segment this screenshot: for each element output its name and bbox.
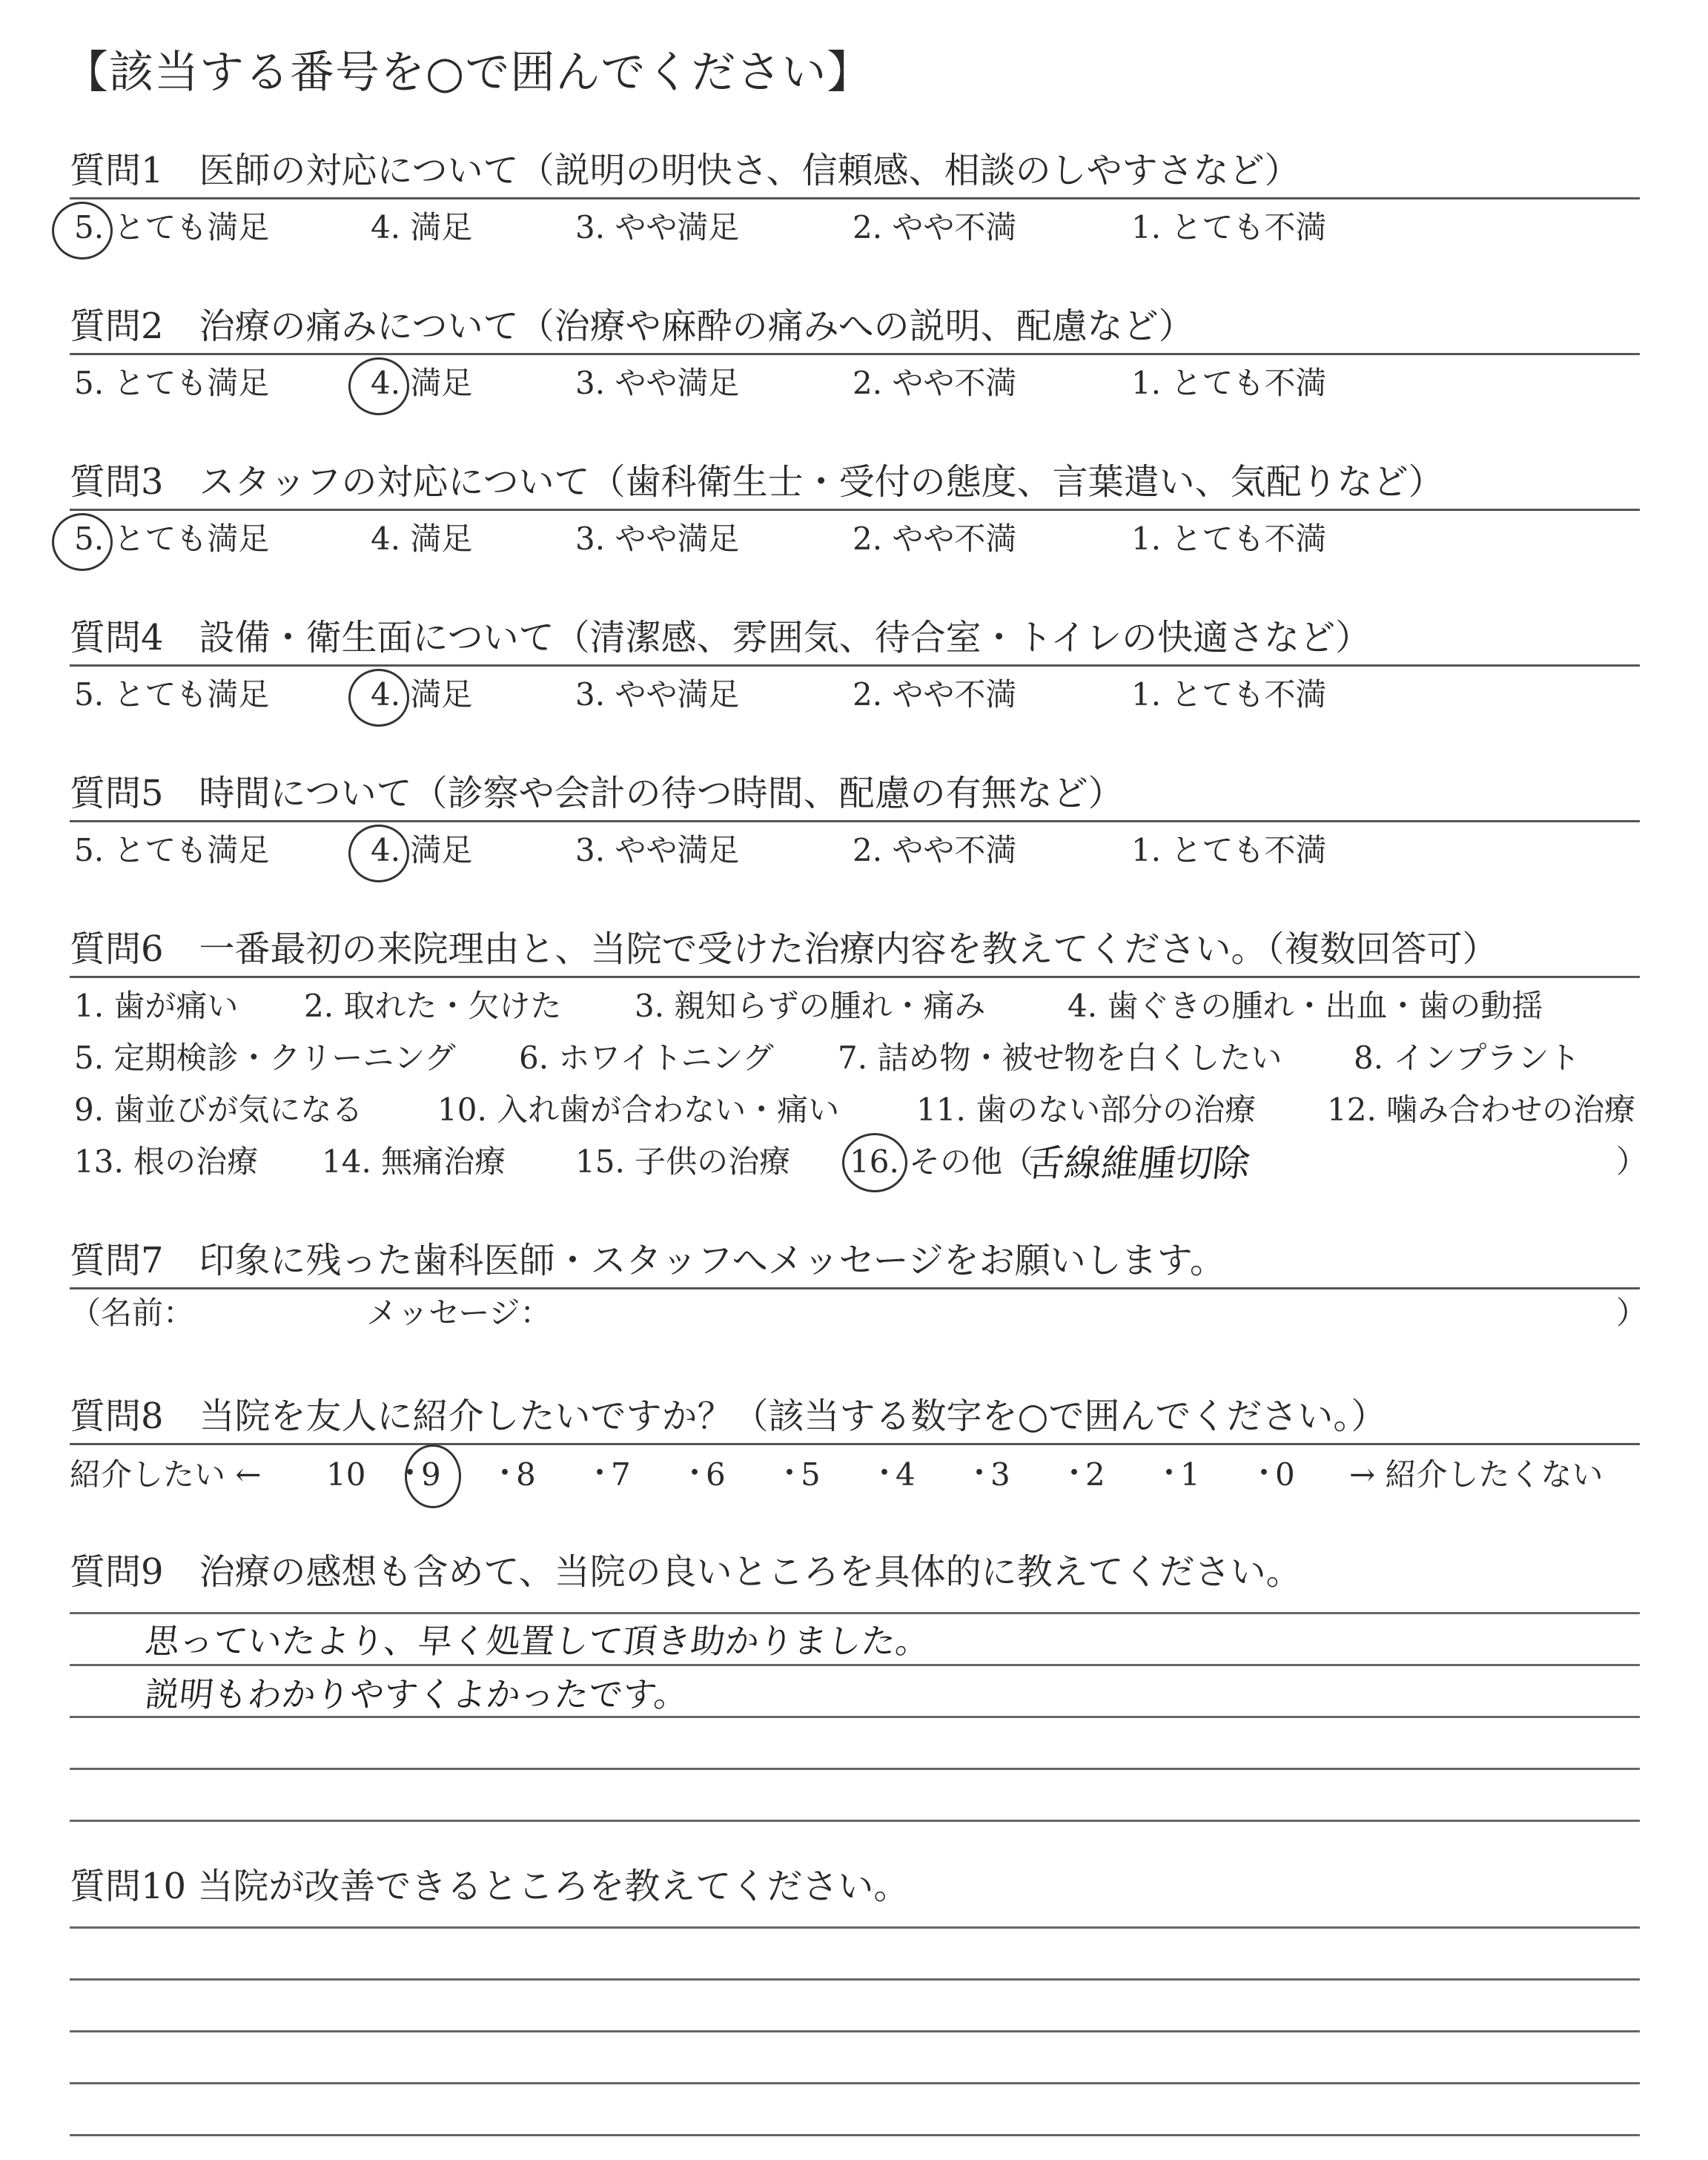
q5-selected-circle: [348, 825, 409, 882]
q8-separator: ・: [584, 1455, 616, 1491]
q6-option: 2. 取れた・欠けた: [304, 988, 562, 1024]
q7-rule: [70, 1287, 1640, 1289]
q1-option: 2. やや不満: [853, 209, 1017, 245]
q9-title: 質問9 治療の感想も含めて、当院の良いところを具体的に教えてください。: [70, 1551, 1302, 1593]
q5-rule: [70, 820, 1640, 822]
q8-scale-value: 0: [1275, 1456, 1295, 1493]
q10-line-5: [70, 2134, 1640, 2136]
q8-scale-value: 10: [326, 1456, 366, 1493]
q6-option: 3. 親知らずの腫れ・痛み: [635, 988, 986, 1024]
q8-title: 質問8 当院を友人に紹介したいですか？（該当する数字を○で囲んでください。）: [70, 1396, 1387, 1437]
q6-option: 1. 歯が痛い: [74, 988, 239, 1024]
q4-title: 質問4 設備・衛生面について（清潔感、雰囲気、待合室・トイレの快適さなど）: [70, 617, 1371, 658]
q8-scale-value: 9: [421, 1456, 441, 1493]
q4-option: 4. 満足: [371, 676, 473, 713]
q3-title: 質問3 スタッフの対応について（歯科衛生士・受付の態度、言葉遣い、気配りなど）: [70, 461, 1444, 503]
q8-scale-value: 1: [1180, 1456, 1200, 1493]
q6-other-handwritten: 舌線維腫切除: [1025, 1142, 1253, 1185]
q1-selected-circle: [52, 202, 113, 260]
q9-line-3: [70, 1716, 1640, 1718]
q6-option: 6. ホワイトニング: [519, 1040, 774, 1076]
q6-option: 12. 噛み合わせの治療: [1327, 1091, 1636, 1128]
q3-option: 3. やや満足: [575, 521, 740, 557]
q1-option: 3. やや満足: [575, 209, 740, 245]
q1-option: 4. 満足: [371, 209, 473, 245]
q8-separator: ・: [1153, 1455, 1185, 1491]
q10-line-1: [70, 1926, 1640, 1929]
q5-option: 2. やや不満: [853, 832, 1017, 868]
q9-answer-line-2: 説明もわかりやすくよかったです。: [143, 1674, 691, 1714]
q7-name-label: （名前：: [70, 1295, 195, 1331]
q2-option: 4. 満足: [371, 365, 473, 401]
q6-option: 10. 入れ歯が合わない・痛い: [437, 1091, 840, 1128]
q7-title: 質問7 印象に残った歯科医師・スタッフへメッセージをお願いします。: [70, 1240, 1225, 1281]
q8-separator: ・: [964, 1455, 996, 1491]
q8-scale-value: 7: [611, 1456, 631, 1493]
q8-selected-circle: [405, 1444, 461, 1508]
q2-option: 3. やや満足: [575, 365, 740, 401]
q6-selected-circle: [842, 1133, 907, 1192]
q3-option: 5. とても満足: [74, 521, 270, 557]
q1-title: 質問1 医師の対応について（説明の明快さ、信頼感、相談のしやすさなど）: [70, 150, 1300, 191]
q5-option: 3. やや満足: [575, 832, 740, 868]
q6-option: 14. 無痛治療: [322, 1143, 506, 1180]
q5-title: 質問5 時間について（診察や会計の待つ時間、配慮の有無など）: [70, 773, 1124, 814]
q6-rule: [70, 976, 1640, 978]
q8-left-label: 紹介したい ←: [70, 1456, 262, 1493]
q6-option: 15. 子供の治療: [575, 1143, 791, 1180]
q4-option: 5. とても満足: [74, 676, 270, 713]
q9-line-4: [70, 1768, 1640, 1770]
q6-option: 11. 歯のない部分の治療: [916, 1091, 1257, 1128]
q8-scale-value: 2: [1085, 1456, 1105, 1493]
q4-selected-circle: [348, 669, 409, 727]
q7-close: ）: [1616, 1295, 1648, 1331]
q7-message-label: メッセージ：: [366, 1295, 552, 1331]
q2-option: 5. とても満足: [74, 365, 270, 401]
q8-separator: ・: [679, 1455, 711, 1491]
q8-rule: [70, 1443, 1640, 1445]
q9-line-2: [70, 1664, 1640, 1666]
q8-separator: ・: [774, 1455, 806, 1491]
q2-option: 1. とても不満: [1131, 365, 1327, 401]
q10-line-4: [70, 2082, 1640, 2084]
q10-line-3: [70, 2030, 1640, 2032]
q3-rule: [70, 509, 1640, 511]
q3-option: 4. 満足: [371, 521, 473, 557]
q8-scale-value: 6: [706, 1456, 726, 1493]
q4-option: 3. やや満足: [575, 676, 740, 713]
q8-separator: ・: [394, 1455, 426, 1491]
q5-option: 4. 満足: [371, 832, 473, 868]
q2-selected-circle: [348, 357, 409, 415]
q8-scale-value: 4: [896, 1456, 916, 1493]
q6-option: 5. 定期検診・クリーニング: [74, 1040, 456, 1076]
page-title: 【該当する番号を○で囲んでください】: [64, 47, 873, 99]
q4-option: 2. やや不満: [853, 676, 1017, 713]
q3-option: 1. とても不満: [1131, 521, 1327, 557]
q9-answer-line-1: 思っていたより、早く処置して頂き助かりました。: [143, 1621, 932, 1661]
q8-scale-value: 5: [801, 1456, 821, 1493]
q2-option: 2. やや不満: [853, 365, 1017, 401]
q8-scale-value: 3: [990, 1456, 1010, 1493]
q6-title: 質問6 一番最初の来院理由と、当院で受けた治療内容を教えてください。（複数回答可）: [70, 928, 1498, 970]
q8-separator: ・: [1248, 1455, 1280, 1491]
q6-option: 7. 詰め物・被せ物を白くしたい: [838, 1040, 1282, 1076]
q4-rule: [70, 664, 1640, 667]
q8-scale-value: 8: [516, 1456, 536, 1493]
q10-title: 質問10 当院が改善できるところを教えてください。: [70, 1866, 910, 1907]
q5-option: 1. とても不満: [1131, 832, 1327, 868]
q8-right-label: → 紹介したくない: [1349, 1456, 1603, 1493]
q8-separator: ・: [1059, 1455, 1090, 1491]
q2-title: 質問2 治療の痛みについて（治療や麻酔の痛みへの説明、配慮など）: [70, 305, 1194, 347]
q2-rule: [70, 353, 1640, 355]
q9-line-5: [70, 1820, 1640, 1822]
q4-option: 1. とても不満: [1131, 676, 1327, 713]
q8-separator: ・: [489, 1455, 521, 1491]
q6-option: 8. インプラント: [1354, 1040, 1580, 1076]
q6-option: 4. 歯ぐきの腫れ・出血・歯の動揺: [1068, 988, 1543, 1024]
q1-option: 1. とても不満: [1131, 209, 1327, 245]
q9-line-1: [70, 1612, 1640, 1614]
q3-selected-circle: [52, 513, 113, 571]
q3-option: 2. やや不満: [853, 521, 1017, 557]
q6-option: 16. その他（: [850, 1143, 1034, 1180]
q6-option: 13. 根の治療: [74, 1143, 259, 1180]
q8-separator: ・: [869, 1455, 901, 1491]
q6-other-close: ）: [1616, 1143, 1648, 1180]
q1-rule: [70, 197, 1640, 199]
q1-option: 5. とても満足: [74, 209, 270, 245]
q6-option: 9. 歯並びが気になる: [74, 1091, 363, 1128]
q10-line-2: [70, 1978, 1640, 1981]
q5-option: 5. とても満足: [74, 832, 270, 868]
